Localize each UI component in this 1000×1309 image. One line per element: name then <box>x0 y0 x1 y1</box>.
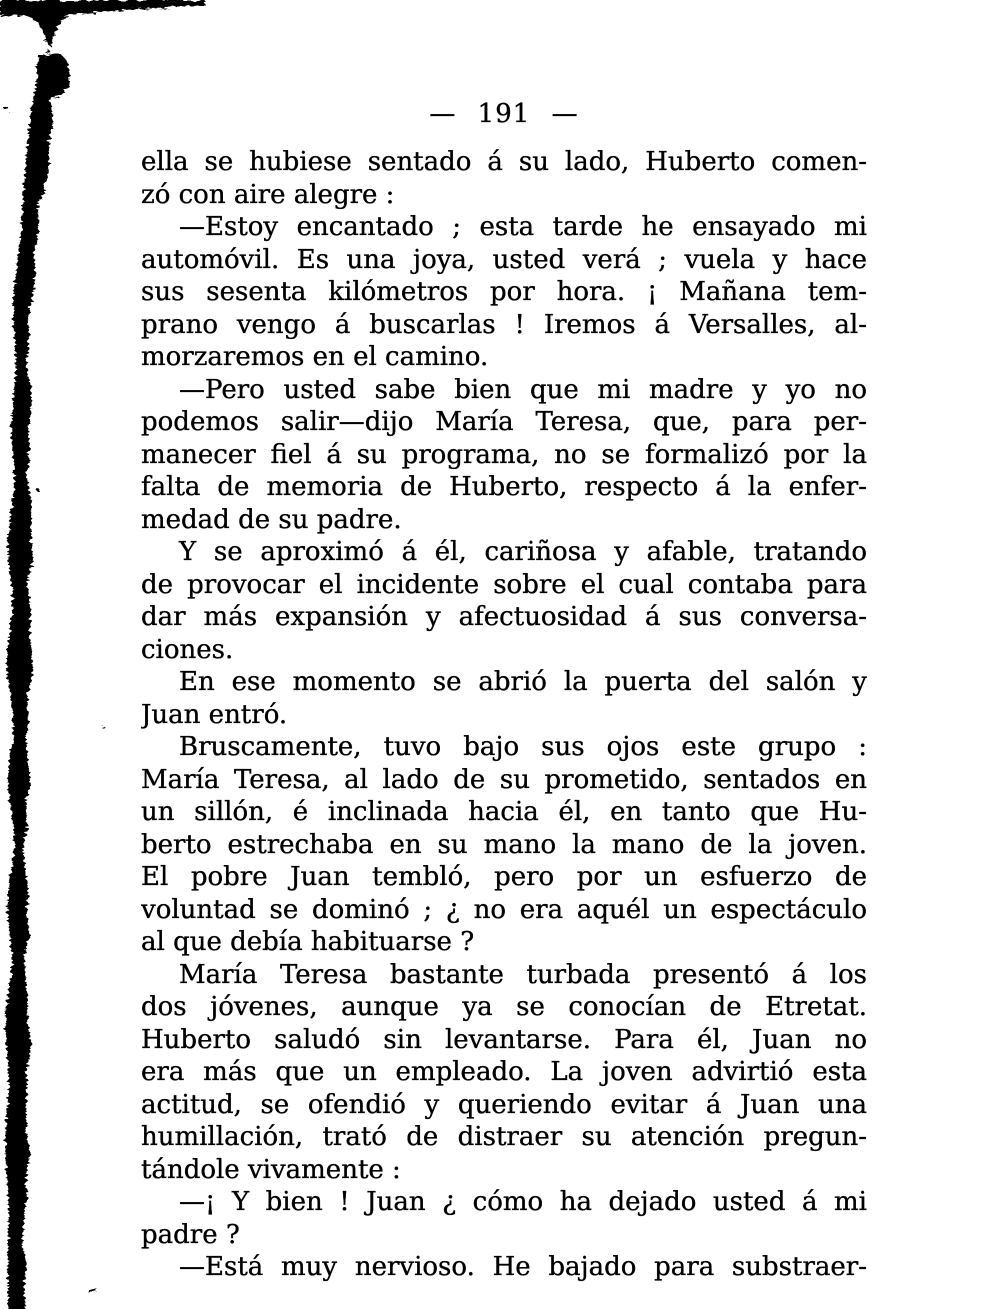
text-line: María Teresa bastante turbada presentó á los <box>179 959 867 990</box>
text-line: ciones. <box>141 634 234 665</box>
text-line: Juan entró. <box>141 699 288 730</box>
page-number: — 191 — <box>429 99 579 129</box>
text-line: morzaremos en el camino. <box>141 342 489 372</box>
text-line: humillación, trató de distraer su atención pregun- <box>141 1122 867 1152</box>
text-line: berto estrechaba en su mano la mano de la joven. <box>141 829 867 860</box>
text-line: podemos salir—dijo María Teresa, que, para per- <box>141 407 867 437</box>
text-line: al que debía habituarse ? <box>141 927 475 957</box>
paragraph <box>141 666 867 731</box>
text-line: de provocar el incidente sobre el cual contaba para <box>141 569 867 600</box>
text-line: medad de su padre. <box>141 504 402 535</box>
text-line: un sillón, é inclinada hacia él, en tanto que Hu- <box>141 797 867 827</box>
text-line: María Teresa, al lado de su prometido, sentados en <box>141 764 867 795</box>
text-line: El pobre Juan tembló, pero por un esfuerzo de <box>141 862 867 892</box>
paragraph <box>141 959 867 1187</box>
paragraph <box>141 211 867 374</box>
text-line: —Está muy nervioso. He bajado para substraer- <box>179 1252 867 1282</box>
page-text <box>141 146 867 1284</box>
text-line: zó con aire alegre : <box>141 179 395 210</box>
text-line: era más que un empleado. La joven advirtió esta <box>141 1057 867 1087</box>
paragraph <box>141 374 867 537</box>
text-line: dar más expansión y afectuosidad á sus conversa- <box>141 602 867 632</box>
text-line: ella se hubiese sentado á su lado, Huberto comen- <box>141 147 867 177</box>
text-line: Bruscamente, tuvo bajo sus ojos este grupo : <box>179 732 867 762</box>
text-line: padre ? <box>141 1219 240 1250</box>
text-line: automóvil. Es una joya, usted verá ; vuela y hace <box>141 244 867 275</box>
text-line: Huberto saludó sin levantarse. Para él, Juan no <box>141 1024 867 1055</box>
text-line: —Pero usted sabe bien que mi madre y yo no <box>179 374 867 405</box>
text-line: —Estoy encantado ; esta tarde he ensayado mi <box>179 212 867 242</box>
text-line: sus sesenta kilómetros por hora. ¡ Mañana tem- <box>141 277 867 307</box>
paragraph <box>141 1251 867 1284</box>
text-line: falta de memoria de Huberto, respecto á la enfer- <box>141 472 867 502</box>
paragraph <box>141 731 867 959</box>
text-line: En ese momento se abrió la puerta del salón y <box>179 667 867 697</box>
text-line: voluntad se dominó ; ¿ no era aquél un espectáculo <box>141 894 867 925</box>
text-line: —¡ Y bien ! Juan ¿ cómo ha dejado usted á mi <box>179 1187 867 1217</box>
text-line: actitud, se ofendió y queriendo evitar á Juan una <box>141 1089 867 1120</box>
text-line: Y se aproximó á él, cariñosa y afable, tratando <box>179 537 867 567</box>
text-line: manecer fiel á su programa, no se formalizó por la <box>141 439 867 470</box>
paragraph <box>141 1186 867 1251</box>
text-line: dos jóvenes, aunque ya se conocían de Etretat. <box>141 992 867 1022</box>
text-line: tándole vivamente : <box>141 1154 401 1185</box>
text-line: prano vengo á buscarlas ! Iremos á Versalles, al- <box>141 309 867 340</box>
paragraph <box>141 536 867 666</box>
paragraph <box>141 146 867 211</box>
